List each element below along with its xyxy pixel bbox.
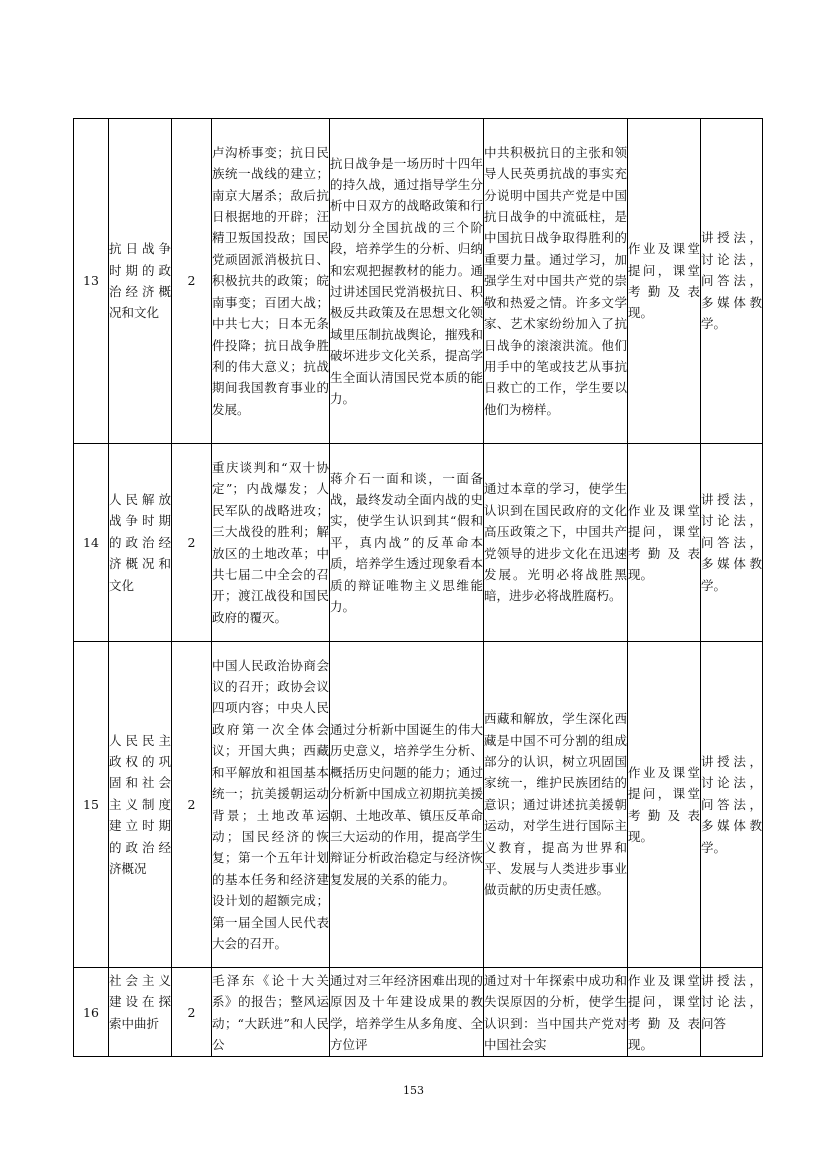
ideological-goal: 西藏和解放，学生深化西藏是中国不可分割的组成部分的认识，树立巩固国家统一，维护民族团结的意识；通过讲述抗美援朝运动，对学生进行国际主义教育，提高为世界和平、发展与人类进步事业做贡献的历史责任感。 <box>484 642 628 968</box>
chapter-title: 人民民主政权的巩固和社会主义制度建立时期的政治经济概况 <box>109 642 172 968</box>
row-number: 16 <box>74 968 109 1057</box>
assessment-method: 作业及课堂提问，课堂考勤及表现。 <box>628 642 701 968</box>
ability-goal: 通过分析新中国诞生的伟大历史意义，培养学生分析、概括历史问题的能力；通过分析新中国成立初期抗美援朝、土地改革、镇压反革命三大运动的作用，提高学生辩证分析政治稳定与经济恢复发展的关系的能力。 <box>330 642 484 968</box>
table-row <box>74 642 763 968</box>
ideological-goal: 中共积极抗日的主张和领导人民英勇抗战的事实充分说明中国共产党是中国抗日战争的中流砥柱，是中国抗日战争取得胜利的重要力量。通过学习，加强学生对中国共产党的崇敬和热爱之情。许多文学家、艺术家纷纷加入了抗日战争的滚滚洪流。他们用手中的笔或技艺从事抗日救亡的工作，学生要以他们为榜样。 <box>484 119 628 444</box>
class-hours: 2 <box>172 642 212 968</box>
teaching-method: 讲授法，讨论法，问答法，多媒体教学。 <box>701 119 763 444</box>
class-hours: 2 <box>172 119 212 444</box>
class-hours: 2 <box>172 968 212 1057</box>
chapter-title: 抗日战争时期的政治经济概况和文化 <box>109 119 172 444</box>
table-row <box>74 444 763 642</box>
chapter-title: 社会主义建设在探索中曲折 <box>109 968 172 1057</box>
ability-goal: 蒋介石一面和谈，一面备战，最终发动全面内战的史实，使学生认识到其“假和平，真内战”的反革命本质，培养学生透过现象看本质的辩证唯物主义思维能力。 <box>330 444 484 642</box>
teaching-content: 重庆谈判和“双十协定”；内战爆发；人民军队的战略进攻；三大战役的胜利；解放区的土地改革；中共七届二中全会的召开；渡江战役和国民政府的覆灭。 <box>212 444 330 642</box>
class-hours: 2 <box>172 444 212 642</box>
teaching-method: 讲授法，讨论法，问答法，多媒体教学。 <box>701 444 763 642</box>
row-number: 13 <box>74 119 109 444</box>
teaching-content: 卢沟桥事变；抗日民族统一战线的建立；南京大屠杀；敌后抗日根据地的开辟；汪精卫叛国投敌；国民党顽固派消极抗日、积极抗共的政策；皖南事变；百团大战；中共七大；日本无条件投降；抗日战争胜利的伟大意义；抗战期间我国教育事业的发展。 <box>212 119 330 444</box>
page-number: 153 <box>403 1084 424 1097</box>
teaching-content: 毛泽东《论十大关系》的报告；整风运动；“大跃进”和人民公 <box>212 968 330 1057</box>
teaching-method: 讲授法，讨论法，问答法，多媒体教学。 <box>701 642 763 968</box>
teaching-content: 中国人民政治协商会议的召开；政协会议四项内容；中央人民政府第一次全体会议；开国大典；西藏和平解放和祖国基本统一；抗美援朝运动背景；土地改革运动；国民经济的恢复；第一个五年计划的基本任务和经济建设计划的超额完成；第一届全国人民代表大会的召开。 <box>212 642 330 968</box>
teaching-method: 讲授法，讨论法，问答 <box>701 968 763 1057</box>
ideological-goal: 通过对十年探索中成功和失误原因的分析，使学生认识到：当中国共产党对中国社会实 <box>484 968 628 1057</box>
ability-goal: 抗日战争是一场历时十四年的持久战，通过指导学生分析中日双方的战略政策和行动划分全国抗战的三个阶段，培养学生的分析、归纳和宏观把握教材的能力。通过讲述国民党消极抗日、积极反共政策及在思想文化领域里压制抗战舆论，摧残和破坏进步文化关系，提高学生全面认清国民党本质的能力。 <box>330 119 484 444</box>
table-row <box>74 968 763 1057</box>
assessment-method: 作业及课堂提问，课堂考勤及表现。 <box>628 968 701 1057</box>
ability-goal: 通过对三年经济困难出现的原因及十年建设成果的教学，培养学生从多角度、全方位评 <box>330 968 484 1057</box>
table-row <box>74 119 763 444</box>
assessment-method: 作业及课堂提问，课堂考勤及表现。 <box>628 119 701 444</box>
row-number: 15 <box>74 642 109 968</box>
syllabus-table <box>73 118 763 1057</box>
ideological-goal: 通过本章的学习，使学生认识到在国民政府的文化高压政策之下，中国共产党领导的进步文化在迅速发展。光明必将战胜黑暗，进步必将战胜腐朽。 <box>484 444 628 642</box>
row-number: 14 <box>74 444 109 642</box>
chapter-title: 人民解放战争时期的政治经济概况和文化 <box>109 444 172 642</box>
assessment-method: 作业及课堂提问，课堂考勤及表现。 <box>628 444 701 642</box>
